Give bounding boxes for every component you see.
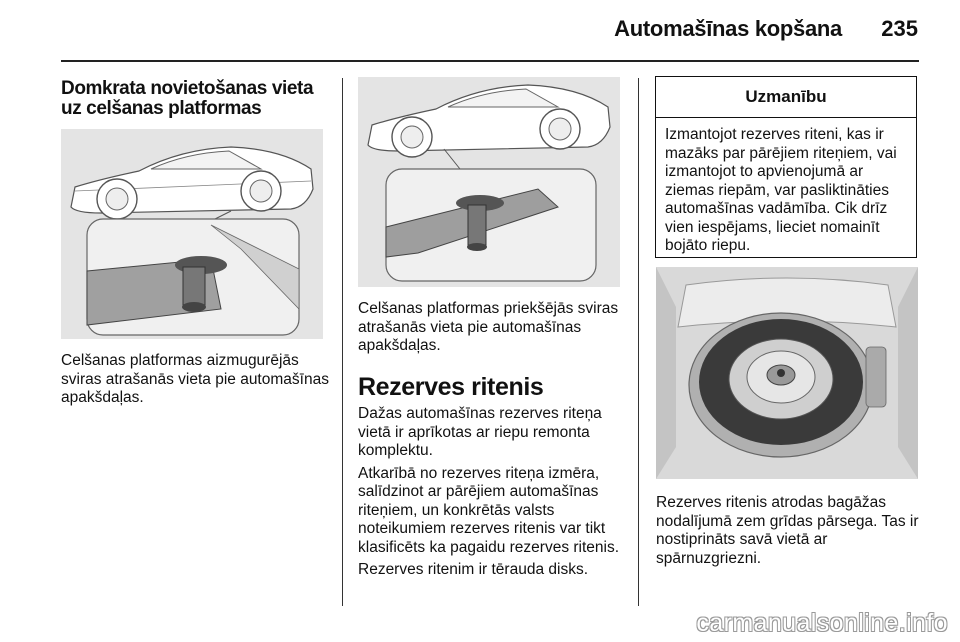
- watermark: carmanualsonline.info: [696, 609, 948, 637]
- front-lift-point-caption: Celšanas platformas priekšējās sviras atrašanās vieta pie automašīnas apakšdaļas.: [358, 300, 619, 354]
- spare-wheel-location-caption: Rezerves ritenis atrodas bagāžas nodalījumā zem grīdas pārsega. Tas ir nostiprināts savā vietā ar spārnuzgriezni.: [656, 494, 919, 567]
- column-divider-1: [342, 78, 343, 606]
- spare-wheel-heading: Rezerves ritenis: [358, 373, 544, 401]
- spare-wheel-illustration: [656, 267, 918, 479]
- running-title: Automašīnas kopšana: [614, 16, 842, 41]
- jack-position-heading: Domkrata novietošanas vieta uz celšanas platformas: [61, 78, 314, 119]
- column-divider-2: [638, 78, 639, 606]
- paragraph: Atkarībā no rezerves riteņa izmēra, salīdzinot ar pārējiem automašīnas riteņiem, un konkrētās valsts noteikumiem rezerves ritenis var tikt klasificēts ka pagaidu rezerves ritenis.: [358, 464, 620, 556]
- front-lift-point-illustration: [358, 77, 620, 287]
- rear-lift-point-illustration: [61, 129, 323, 339]
- spare-wheel-text: [358, 405, 630, 580]
- caution-title: Uzmanību: [656, 77, 916, 118]
- paragraph: Dažas automašīnas rezerves riteņa vietā ir aprīkotas ar riepu remonta komplektu.: [358, 405, 602, 459]
- header-rule: [61, 60, 919, 62]
- caution-box: [655, 76, 917, 258]
- page-number: 235: [881, 16, 918, 41]
- rear-lift-point-caption: Celšanas platformas aizmugurējās sviras atrašanās vieta pie automašīnas apakšdaļas.: [61, 352, 329, 406]
- paragraph: Rezerves ritenim ir tērauda disks.: [358, 561, 588, 578]
- page-header: [0, 0, 960, 62]
- caution-text: Izmantojot rezerves riteni, kas ir mazāks par pārējiem riteņiem, vai izmantojot to apvienojumā ar ziemas riepām, var pasliktināties automašīnas vadāmība. Cik drīz vien iespējams, lieciet nomainīt bojāto riepu.: [665, 126, 897, 254]
